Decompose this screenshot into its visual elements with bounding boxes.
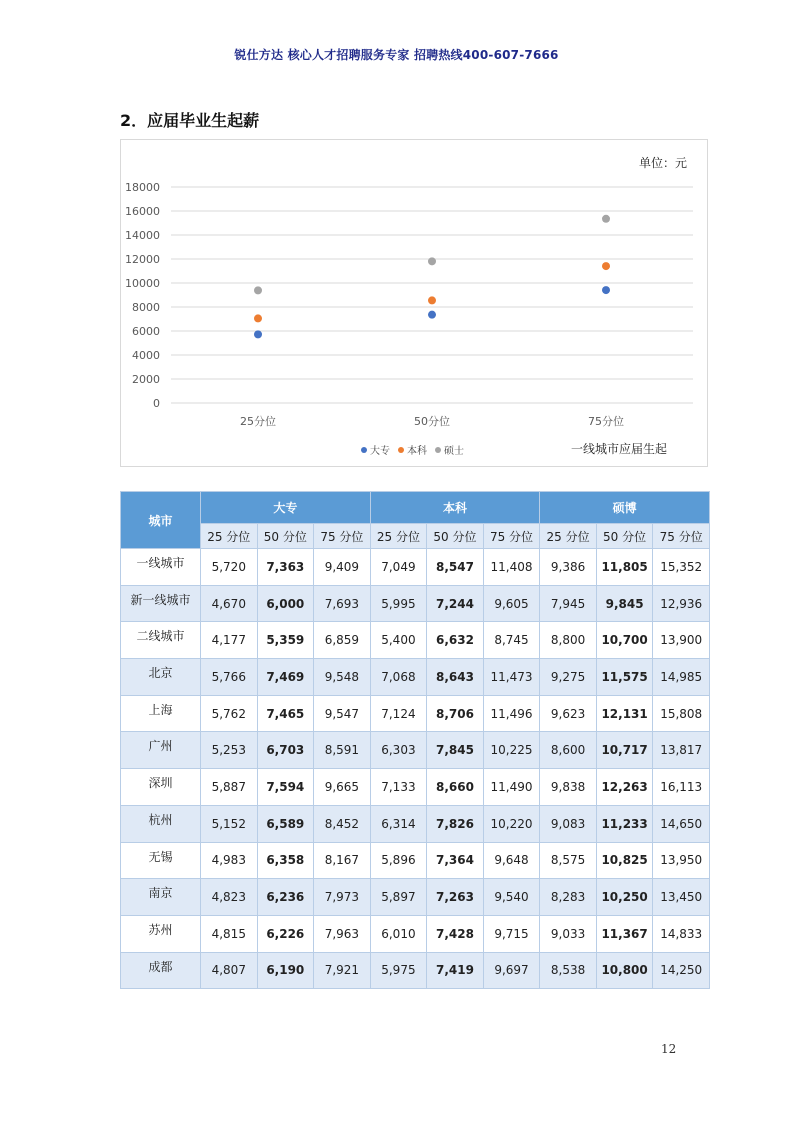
group-header-benke: 本科 — [370, 492, 540, 524]
value-cell: 9,715 — [483, 915, 540, 952]
city-cell: 苏州 — [121, 915, 201, 952]
city-cell: 无锡 — [121, 842, 201, 879]
y-tick-label: 2000 — [132, 373, 160, 386]
value-cell: 11,473 — [483, 659, 540, 696]
value-cell: 8,600 — [540, 732, 597, 769]
table-row — [121, 622, 710, 659]
city-cell: 新一线城市 — [121, 585, 201, 622]
value-cell: 6,859 — [314, 622, 371, 659]
value-cell: 8,538 — [540, 952, 597, 989]
value-cell: 6,703 — [257, 732, 314, 769]
value-cell: 8,591 — [314, 732, 371, 769]
value-cell: 11,408 — [483, 549, 540, 586]
value-cell: 6,010 — [370, 915, 427, 952]
value-cell: 7,244 — [427, 585, 484, 622]
value-cell: 7,263 — [427, 879, 484, 916]
value-cell: 8,575 — [540, 842, 597, 879]
table-group-header-row — [121, 492, 710, 524]
salary-chart — [120, 139, 708, 467]
value-cell: 12,263 — [596, 769, 653, 806]
percentile-header: 75 分位 — [653, 524, 710, 549]
x-tick-label: 75分位 — [588, 415, 624, 428]
data-point-benke — [428, 296, 436, 304]
value-cell: 13,817 — [653, 732, 710, 769]
value-cell: 7,419 — [427, 952, 484, 989]
data-point-dazhuan — [602, 286, 610, 294]
chart-plot-area — [121, 140, 707, 466]
page-header: 锐仕方达 核心人才招聘服务专家 招聘热线400-607-7666 — [234, 48, 559, 62]
value-cell: 16,113 — [653, 769, 710, 806]
value-cell: 6,236 — [257, 879, 314, 916]
table-row — [121, 805, 710, 842]
city-cell: 二线城市 — [121, 622, 201, 659]
value-cell: 13,950 — [653, 842, 710, 879]
y-tick-label: 12000 — [125, 253, 160, 266]
x-tick-label: 50分位 — [414, 415, 450, 428]
table-row — [121, 695, 710, 732]
value-cell: 14,250 — [653, 952, 710, 989]
table-subheader-row — [121, 524, 710, 549]
value-cell: 5,897 — [370, 879, 427, 916]
section-title: 2．应届毕业生起薪 — [120, 111, 260, 130]
y-tick-label: 16000 — [125, 205, 160, 218]
value-cell: 6,589 — [257, 805, 314, 842]
value-cell: 12,131 — [596, 695, 653, 732]
value-cell: 11,805 — [596, 549, 653, 586]
table-row — [121, 842, 710, 879]
value-cell: 7,963 — [314, 915, 371, 952]
table-row — [121, 732, 710, 769]
value-cell: 4,177 — [201, 622, 258, 659]
value-cell: 6,303 — [370, 732, 427, 769]
value-cell: 7,364 — [427, 842, 484, 879]
value-cell: 6,226 — [257, 915, 314, 952]
value-cell: 9,605 — [483, 585, 540, 622]
percentile-header: 25 分位 — [201, 524, 258, 549]
chart-legend — [361, 442, 464, 457]
value-cell: 8,283 — [540, 879, 597, 916]
value-cell: 7,945 — [540, 585, 597, 622]
value-cell: 7,428 — [427, 915, 484, 952]
value-cell: 7,068 — [370, 659, 427, 696]
value-cell: 10,225 — [483, 732, 540, 769]
value-cell: 9,083 — [540, 805, 597, 842]
value-cell: 7,845 — [427, 732, 484, 769]
y-tick-label: 10000 — [125, 277, 160, 290]
y-tick-label: 4000 — [132, 349, 160, 362]
value-cell: 7,469 — [257, 659, 314, 696]
x-tick-label: 25分位 — [240, 415, 276, 428]
table-row — [121, 879, 710, 916]
value-cell: 8,660 — [427, 769, 484, 806]
value-cell: 10,700 — [596, 622, 653, 659]
value-cell: 8,745 — [483, 622, 540, 659]
city-cell: 北京 — [121, 659, 201, 696]
value-cell: 7,049 — [370, 549, 427, 586]
value-cell: 4,823 — [201, 879, 258, 916]
value-cell: 8,643 — [427, 659, 484, 696]
page-number: 12 — [661, 1042, 677, 1056]
percentile-header: 25 分位 — [370, 524, 427, 549]
data-point-benke — [602, 262, 610, 270]
city-cell: 深圳 — [121, 769, 201, 806]
city-column-header: 城市 — [121, 492, 201, 549]
value-cell: 7,693 — [314, 585, 371, 622]
y-tick-label: 6000 — [132, 325, 160, 338]
city-cell: 杭州 — [121, 805, 201, 842]
value-cell: 8,547 — [427, 549, 484, 586]
percentile-header: 50 分位 — [427, 524, 484, 549]
percentile-header: 50 分位 — [596, 524, 653, 549]
value-cell: 7,363 — [257, 549, 314, 586]
value-cell: 5,720 — [201, 549, 258, 586]
legend-marker — [398, 447, 404, 453]
value-cell: 8,167 — [314, 842, 371, 879]
value-cell: 8,706 — [427, 695, 484, 732]
value-cell: 5,359 — [257, 622, 314, 659]
legend-label: 大专 — [370, 446, 390, 457]
y-tick-label: 18000 — [125, 181, 160, 194]
value-cell: 15,352 — [653, 549, 710, 586]
value-cell: 10,825 — [596, 842, 653, 879]
value-cell: 4,815 — [201, 915, 258, 952]
value-cell: 7,594 — [257, 769, 314, 806]
data-point-dazhuan — [254, 330, 262, 338]
data-point-benke — [254, 314, 262, 322]
table-row — [121, 915, 710, 952]
value-cell: 9,409 — [314, 549, 371, 586]
y-tick-label: 14000 — [125, 229, 160, 242]
legend-item — [361, 442, 390, 457]
value-cell: 5,762 — [201, 695, 258, 732]
value-cell: 14,650 — [653, 805, 710, 842]
legend-marker — [361, 447, 367, 453]
value-cell: 7,124 — [370, 695, 427, 732]
value-cell: 9,540 — [483, 879, 540, 916]
salary-table — [120, 491, 710, 989]
value-cell: 7,921 — [314, 952, 371, 989]
value-cell: 4,807 — [201, 952, 258, 989]
value-cell: 14,985 — [653, 659, 710, 696]
city-cell: 上海 — [121, 695, 201, 732]
value-cell: 9,623 — [540, 695, 597, 732]
value-cell: 9,697 — [483, 952, 540, 989]
table-row — [121, 585, 710, 622]
value-cell: 5,975 — [370, 952, 427, 989]
value-cell: 10,250 — [596, 879, 653, 916]
value-cell: 11,496 — [483, 695, 540, 732]
city-cell: 一线城市 — [121, 549, 201, 586]
group-header-shuobo: 硕博 — [540, 492, 710, 524]
table-body — [121, 549, 710, 989]
value-cell: 6,632 — [427, 622, 484, 659]
group-header-dazhuan: 大专 — [201, 492, 371, 524]
value-cell: 10,717 — [596, 732, 653, 769]
value-cell: 8,800 — [540, 622, 597, 659]
city-cell: 广州 — [121, 732, 201, 769]
value-cell: 9,845 — [596, 585, 653, 622]
value-cell: 9,838 — [540, 769, 597, 806]
y-tick-label: 8000 — [132, 301, 160, 314]
value-cell: 14,833 — [653, 915, 710, 952]
percentile-header: 75 分位 — [483, 524, 540, 549]
value-cell: 12,936 — [653, 585, 710, 622]
table-row — [121, 549, 710, 586]
value-cell: 9,033 — [540, 915, 597, 952]
value-cell: 9,648 — [483, 842, 540, 879]
value-cell: 9,547 — [314, 695, 371, 732]
value-cell: 6,358 — [257, 842, 314, 879]
legend-marker — [435, 447, 441, 453]
value-cell: 6,314 — [370, 805, 427, 842]
value-cell: 13,900 — [653, 622, 710, 659]
value-cell: 7,826 — [427, 805, 484, 842]
value-cell: 11,233 — [596, 805, 653, 842]
value-cell: 8,452 — [314, 805, 371, 842]
value-cell: 10,220 — [483, 805, 540, 842]
value-cell: 11,367 — [596, 915, 653, 952]
value-cell: 5,995 — [370, 585, 427, 622]
legend-item — [435, 442, 464, 457]
value-cell: 6,000 — [257, 585, 314, 622]
data-point-shuoshi — [428, 257, 436, 265]
value-cell: 11,490 — [483, 769, 540, 806]
value-cell: 11,575 — [596, 659, 653, 696]
chart-caption: 一线城市应届生起 — [571, 442, 668, 456]
value-cell: 10,800 — [596, 952, 653, 989]
value-cell: 5,253 — [201, 732, 258, 769]
value-cell: 5,766 — [201, 659, 258, 696]
data-point-shuoshi — [602, 215, 610, 223]
y-tick-label: 0 — [153, 397, 160, 410]
value-cell: 5,152 — [201, 805, 258, 842]
value-cell: 5,400 — [370, 622, 427, 659]
legend-item — [398, 442, 427, 457]
percentile-header: 25 分位 — [540, 524, 597, 549]
value-cell: 6,190 — [257, 952, 314, 989]
value-cell: 5,896 — [370, 842, 427, 879]
data-point-shuoshi — [254, 286, 262, 294]
table-row — [121, 769, 710, 806]
value-cell: 7,973 — [314, 879, 371, 916]
value-cell: 7,133 — [370, 769, 427, 806]
data-point-dazhuan — [428, 311, 436, 319]
value-cell: 5,887 — [201, 769, 258, 806]
city-cell: 成都 — [121, 952, 201, 989]
value-cell: 9,665 — [314, 769, 371, 806]
table-row — [121, 952, 710, 989]
value-cell: 9,386 — [540, 549, 597, 586]
percentile-header: 50 分位 — [257, 524, 314, 549]
legend-label: 硕士 — [444, 446, 464, 457]
legend-label: 本科 — [407, 446, 427, 457]
chart-unit-label: 单位：元 — [638, 156, 687, 170]
value-cell: 4,983 — [201, 842, 258, 879]
value-cell: 13,450 — [653, 879, 710, 916]
table-row — [121, 659, 710, 696]
value-cell: 9,275 — [540, 659, 597, 696]
value-cell: 7,465 — [257, 695, 314, 732]
percentile-header: 75 分位 — [314, 524, 371, 549]
value-cell: 4,670 — [201, 585, 258, 622]
city-cell: 南京 — [121, 879, 201, 916]
value-cell: 9,548 — [314, 659, 371, 696]
value-cell: 15,808 — [653, 695, 710, 732]
